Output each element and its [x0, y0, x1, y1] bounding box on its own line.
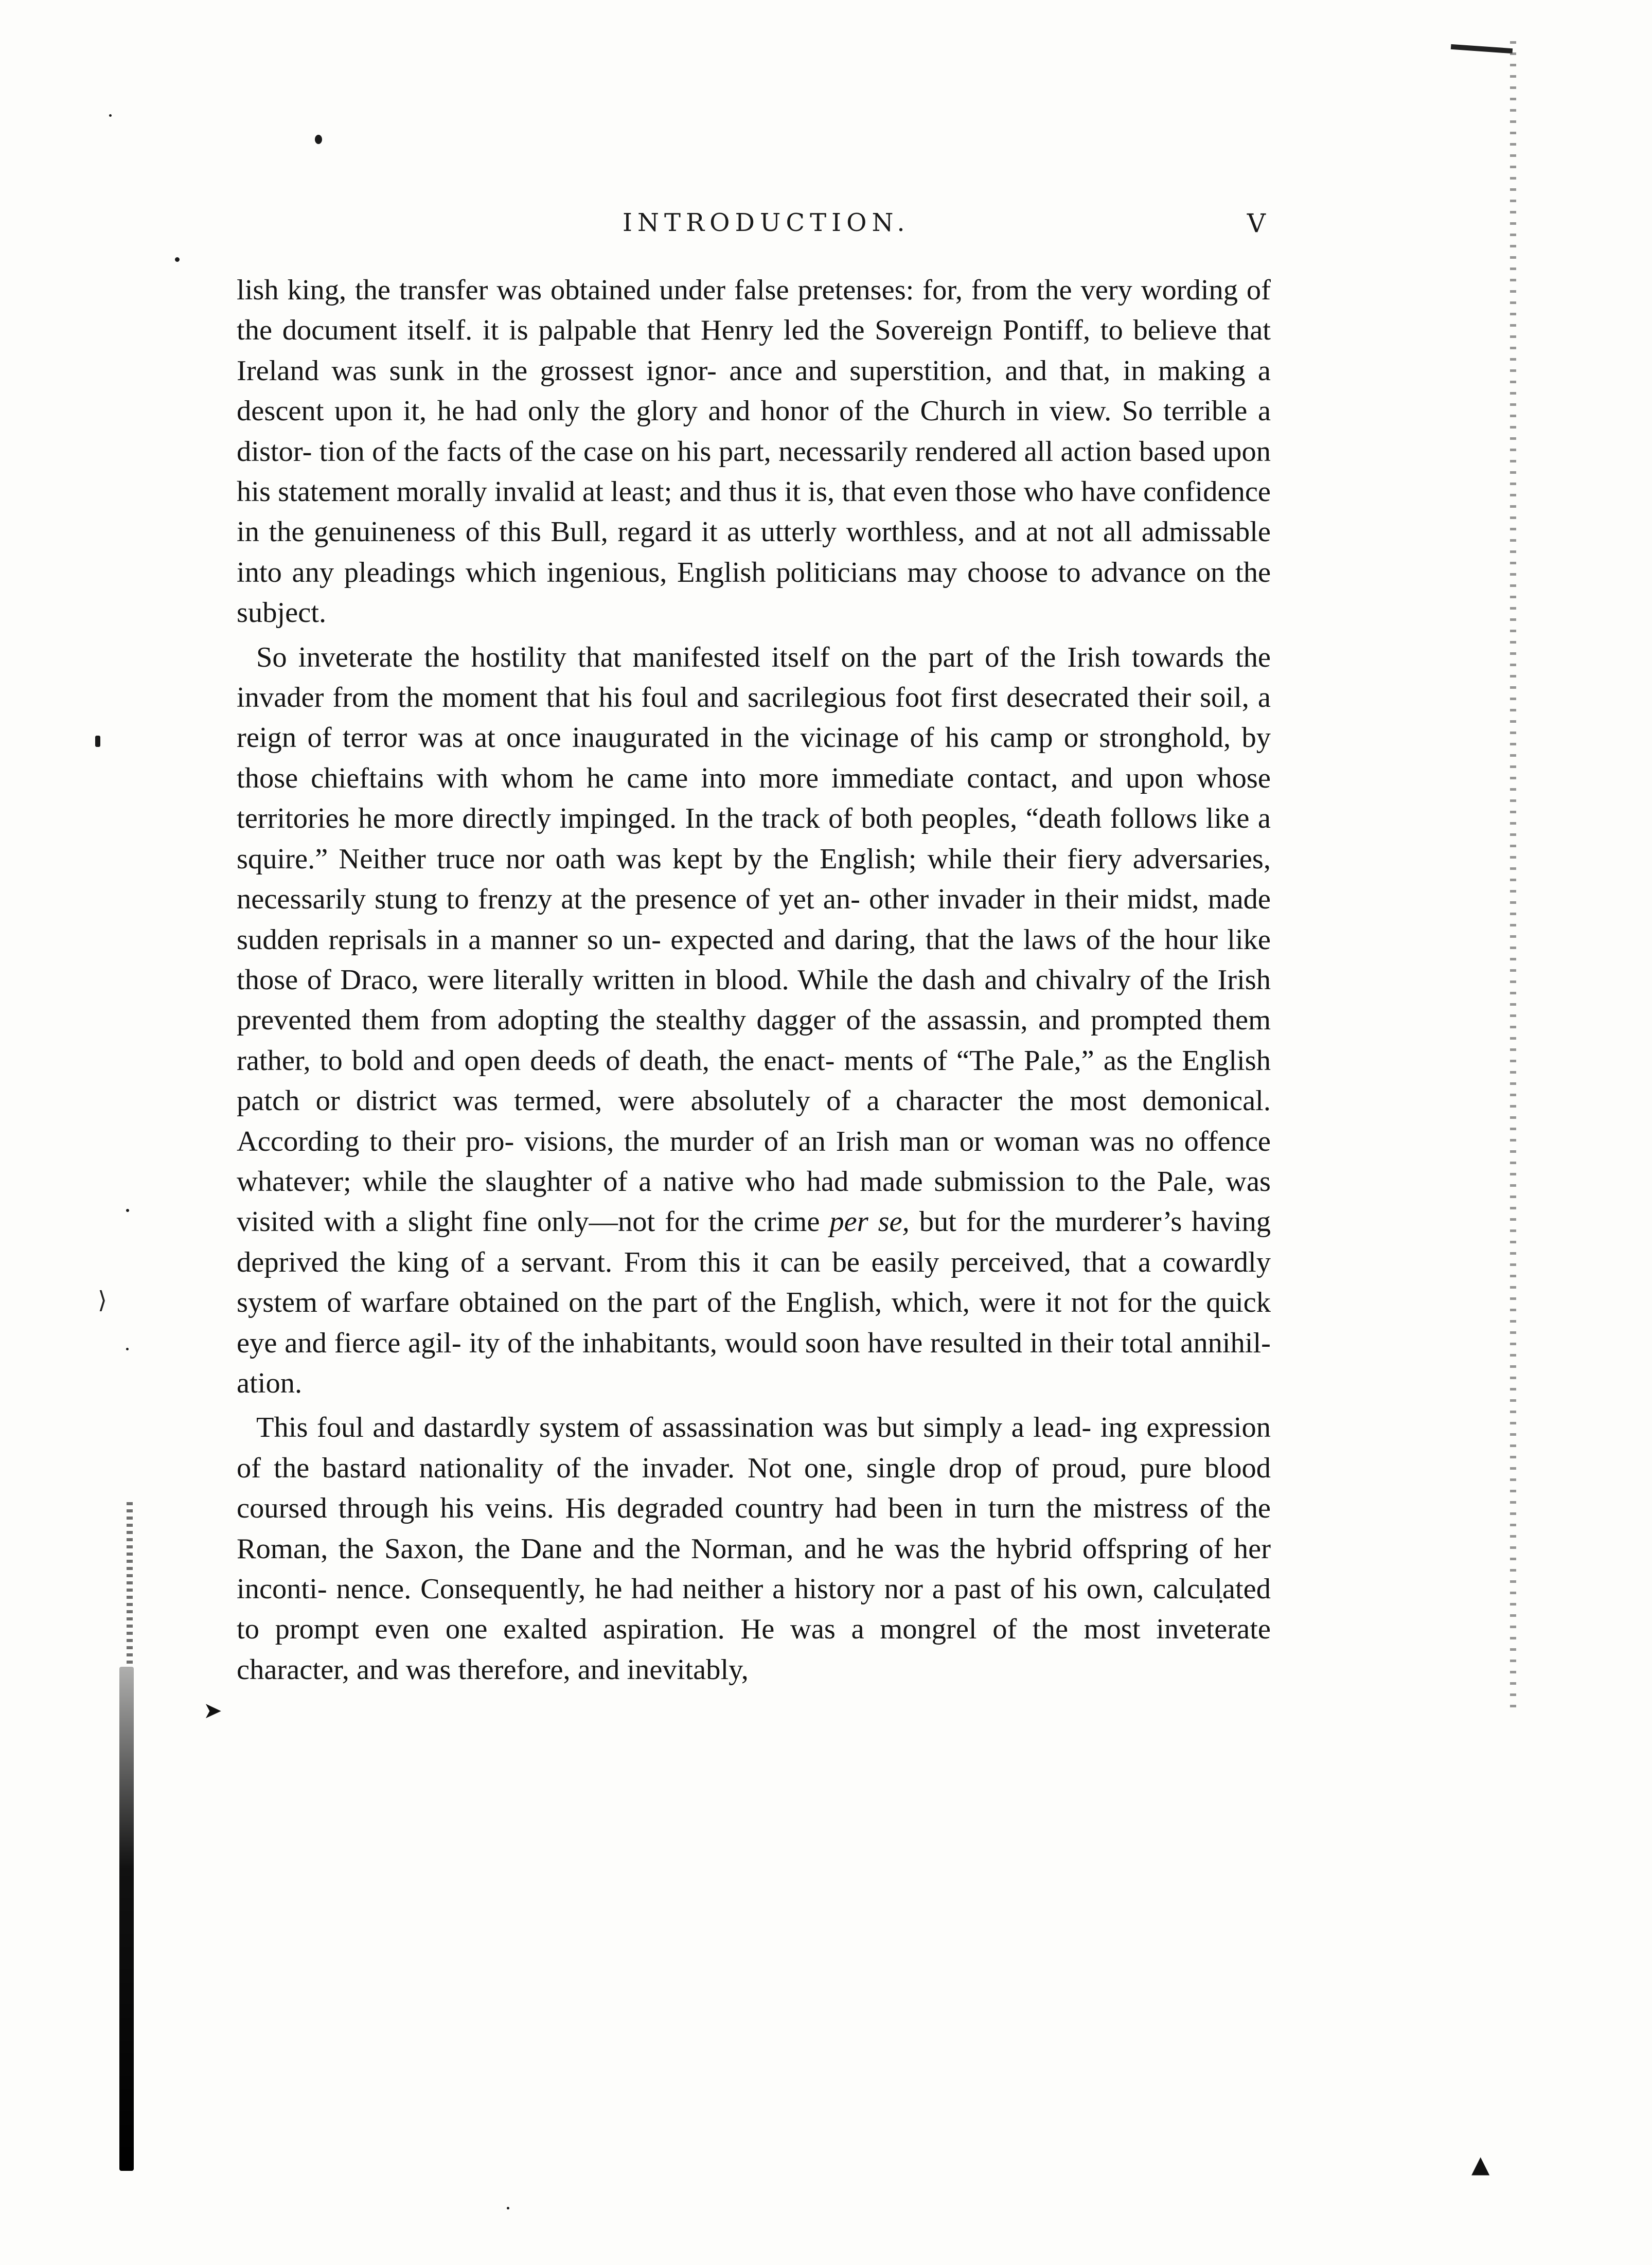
text-line: literally written in blood. While the dash and chivalry of the Irish	[493, 964, 1271, 996]
scan-speck	[507, 2207, 509, 2209]
text-line: ity of the inhabitants, would soon have resulted in their total annihil-	[469, 1327, 1271, 1359]
scan-speck	[95, 736, 100, 747]
text-line: other invader in their midst, made sudden reprisals in a manner so un-	[237, 883, 1271, 956]
text-line: prompted them rather, to bold and open deeds of death, the enact-	[237, 1004, 1271, 1077]
text-line: country had been in turn the mistress of the Roman, the Saxon, the	[237, 1492, 1271, 1565]
scan-speck	[109, 114, 112, 117]
text-line: ing expression of the bastard nationality of the invader. Not one, single	[237, 1412, 1271, 1484]
text-line: Irish towards the invader from the moment that his foul and sacrilegious	[237, 641, 1271, 714]
text-line: prevented them from adopting the stealthy dagger of the assassin, and	[237, 1004, 1080, 1037]
scan-binding-noise	[127, 1502, 133, 1667]
running-title: INTRODUCTION.	[623, 208, 910, 237]
text-line: squire.” Neither truce nor oath was kept by the English; while their	[237, 843, 1056, 875]
text-line: it as utterly worthless, and at not all admissable into any pleadings which	[237, 516, 1271, 588]
paragraph-2	[237, 637, 1271, 1404]
text-line: but for the	[919, 1206, 1045, 1238]
body-text	[237, 270, 1271, 1690]
text-line: lish king, the transfer was obtained under false pretenses: for, from the	[237, 274, 1072, 306]
text-line: absolutely of a character the most demonical. According to their pro-	[237, 1085, 1271, 1157]
scan-speck	[175, 257, 180, 262]
text-line: fiery adversaries, necessarily stung to frenzy at the presence of yet an-	[237, 843, 1271, 916]
scan-corner-mark	[1451, 44, 1513, 53]
text-line: Dane and the Norman, and he was the hybrid offspring of her inconti-	[237, 1532, 1271, 1605]
text-line: tion of the facts of the case on his part, necessarily rendered all action	[319, 435, 1132, 468]
text-line: directly impinged. In the track of both peoples, “death follows like a	[462, 802, 1271, 835]
paragraph-1	[237, 270, 1271, 633]
text-line: calculated to prompt even one exalted aspiration. He was a mongrel	[237, 1573, 1271, 1646]
margin-arrow-icon: ⟩	[98, 1286, 107, 1314]
text-line: murderer’s having deprived the king of a servant. From this it can be	[237, 1206, 1271, 1278]
scan-right-edge-noise	[1510, 41, 1516, 1713]
text-line: This foul and dastardly system of assassination was but simply a lead-	[256, 1412, 1092, 1444]
text-line: ation.	[237, 1367, 303, 1399]
text-line: very wording of the document itself. it is palpable that Henry led the	[237, 274, 1271, 347]
text-line: he came into more immediate contact, and upon whose territories he more	[237, 762, 1271, 835]
text-line: only the glory and honor of the Church in view. So terrible a distor-	[237, 395, 1271, 468]
paragraph-3	[237, 1407, 1271, 1690]
text-line: while the slaughter of a native who had made submission to the Pale,	[362, 1165, 1215, 1198]
text-line: based upon his statement morally invalid at least; and thus it is, that	[237, 435, 1271, 508]
running-head	[237, 208, 1266, 244]
italic-phrase: per se,	[829, 1206, 910, 1238]
text-line: drop of proud, pure blood coursed through his veins. His degraded	[237, 1452, 1271, 1525]
text-line: even those who have confidence in the genuineness of this Bull, regard	[237, 476, 1271, 548]
text-line: nence. Consequently, he had neither a history nor a past of his own,	[336, 1573, 1144, 1605]
page-number: V	[1247, 208, 1266, 238]
scan-binding-shadow	[119, 1667, 134, 2171]
text-line: expected and daring, that the laws of the hour like those of Draco, were	[237, 923, 1271, 996]
pointing-hand-icon: ➤	[203, 1698, 222, 1724]
scan-speck	[315, 135, 322, 144]
text-line: part of the English, which, were it not for the quick eye and fierce agil-	[237, 1287, 1271, 1359]
text-line: So inveterate the hostility that manifested itself on the part of the	[256, 641, 1056, 673]
text-line: in the vicinage of his camp or stronghold, by those chieftains with whom	[237, 722, 1271, 794]
corner-ink-mark-icon: ▲	[1471, 2150, 1490, 2178]
text-line: ments of “The Pale,” as the English patch or district was termed, were	[237, 1044, 1271, 1117]
text-line: visions, the murder of an Irish man or woman was no offence whatever;	[237, 1125, 1271, 1198]
scan-speck	[126, 1209, 129, 1212]
text-line: of the most inveterate character, and was therefore, and inevitably,	[237, 1613, 1271, 1686]
text-line: ingenious, English politicians may choose to advance on the subject.	[237, 556, 1271, 629]
text-line: easily perceived, that a cowardly system of warfare obtained on the	[237, 1246, 1271, 1319]
text-line: was visited with a slight fine only—not for the crime	[237, 1165, 1271, 1238]
text-line: foot first desecrated their soil, a reign of terror was at once inaugurated	[237, 682, 1271, 754]
text-line: Sovereign Pontiff, to believe that Ireland was sunk in the grossest ignor-	[237, 314, 1271, 387]
scan-speck	[126, 1348, 129, 1350]
text-line: ance and superstition, and that, in making a descent upon it, he had	[237, 354, 1271, 427]
